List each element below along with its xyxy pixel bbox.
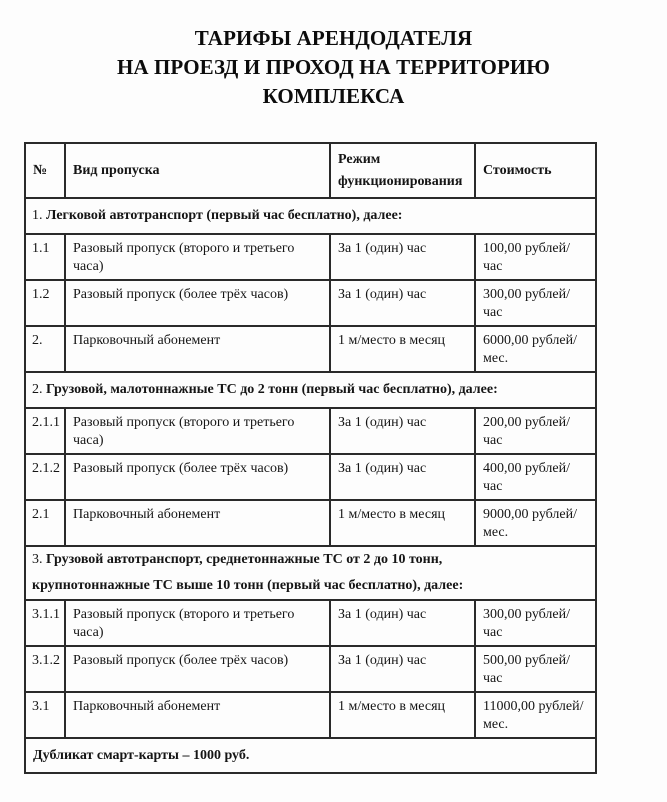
row-cost [475, 500, 596, 546]
cost-amount: 11000,00 рублей/ [483, 699, 584, 714]
table-header-row [25, 143, 596, 198]
cost-unit: час [483, 479, 503, 494]
footer-row [25, 738, 596, 773]
header-num: № [25, 143, 65, 198]
section-title [25, 546, 596, 600]
row-type: Парковочный абонемент [65, 692, 330, 738]
row-cost [475, 692, 596, 738]
footer-note: Дубликат смарт-карты – 1000 руб. [25, 738, 596, 773]
section-prefix: 3. [32, 552, 43, 567]
section-prefix: 2. [32, 382, 43, 397]
header-cost: Стоимость [475, 143, 596, 198]
header-mode [330, 143, 475, 198]
cost-amount: 400,00 рублей/ [483, 461, 570, 476]
row-cost [475, 234, 596, 280]
row-type: Разовый пропуск (более трёх часов) [65, 280, 330, 326]
table-row [25, 454, 596, 500]
section-row [25, 546, 596, 600]
section-text: Грузовой, малотоннажные ТС до 2 тонн (первый час бесплатно), далее: [46, 382, 498, 397]
header-mode-line-1: Режим [338, 151, 381, 167]
row-mode: За 1 (один) час [330, 408, 475, 454]
row-mode: 1 м/место в месяц [330, 500, 475, 546]
row-num: 2.1.2 [25, 454, 65, 500]
row-num: 3.1 [25, 692, 65, 738]
document-title [0, 24, 667, 111]
table-row [25, 280, 596, 326]
row-mode: 1 м/место в месяц [330, 692, 475, 738]
row-num: 3.1.1 [25, 600, 65, 646]
section-title [25, 372, 596, 408]
row-mode: За 1 (один) час [330, 454, 475, 500]
title-line-1: ТАРИФЫ АРЕНДОДАТЕЛЯ [194, 26, 473, 50]
cost-unit: час [483, 433, 503, 448]
row-mode: За 1 (один) час [330, 234, 475, 280]
table-row [25, 326, 596, 372]
cost-amount: 300,00 рублей/ [483, 607, 570, 622]
table-row [25, 600, 596, 646]
row-mode: 1 м/место в месяц [330, 326, 475, 372]
table-row [25, 408, 596, 454]
cost-amount: 300,00 рублей/ [483, 287, 570, 302]
row-cost [475, 454, 596, 500]
row-num: 2.1.1 [25, 408, 65, 454]
section-row [25, 198, 596, 234]
row-type: Разовый пропуск (второго и третьего часа) [65, 408, 330, 454]
cost-unit: час [483, 671, 503, 686]
row-num: 3.1.2 [25, 646, 65, 692]
section-text-line-1: Грузовой автотранспорт, среднетоннажные ТС от 2 до 10 тонн, [46, 552, 443, 567]
row-mode: За 1 (один) час [330, 600, 475, 646]
row-type: Парковочный абонемент [65, 500, 330, 546]
cost-amount: 500,00 рублей/ [483, 653, 570, 668]
row-cost [475, 646, 596, 692]
row-cost [475, 408, 596, 454]
cost-amount: 200,00 рублей/ [483, 415, 570, 430]
row-type: Разовый пропуск (более трёх часов) [65, 646, 330, 692]
table-row [25, 500, 596, 546]
table-row [25, 692, 596, 738]
row-mode: За 1 (один) час [330, 280, 475, 326]
table-row [25, 234, 596, 280]
cost-unit: мес. [483, 717, 509, 732]
section-title [25, 198, 596, 234]
title-line-2: НА ПРОЕЗД И ПРОХОД НА ТЕРРИТОРИЮ [116, 55, 551, 79]
row-type: Разовый пропуск (второго и третьего часа) [65, 600, 330, 646]
cost-unit: час [483, 625, 503, 640]
header-type: Вид пропуска [65, 143, 330, 198]
tariff-table [24, 142, 597, 774]
cost-unit: мес. [483, 525, 509, 540]
cost-unit: час [483, 259, 503, 274]
row-cost [475, 280, 596, 326]
section-text: Легковой автотранспорт (первый час бесплатно), далее: [46, 208, 403, 223]
cost-amount: 100,00 рублей/ [483, 241, 570, 256]
cost-unit: час [483, 305, 503, 320]
header-mode-line-2: функционирования [338, 173, 463, 189]
section-row [25, 372, 596, 408]
row-num: 2.1 [25, 500, 65, 546]
row-cost [475, 600, 596, 646]
row-num: 2. [25, 326, 65, 372]
cost-amount: 9000,00 рублей/ [483, 507, 577, 522]
row-type: Парковочный абонемент [65, 326, 330, 372]
row-num: 1.1 [25, 234, 65, 280]
section-text-line-2: крупнотоннажные ТС выше 10 тонн (первый час бесплатно), далее: [32, 578, 464, 593]
cost-amount: 6000,00 рублей/ [483, 333, 577, 348]
row-type: Разовый пропуск (второго и третьего часа) [65, 234, 330, 280]
section-prefix: 1. [32, 208, 43, 223]
title-line-3: КОМПЛЕКСА [262, 84, 405, 108]
row-mode: За 1 (один) час [330, 646, 475, 692]
cost-unit: мес. [483, 351, 509, 366]
row-cost [475, 326, 596, 372]
table-row [25, 646, 596, 692]
row-type: Разовый пропуск (более трёх часов) [65, 454, 330, 500]
row-num: 1.2 [25, 280, 65, 326]
